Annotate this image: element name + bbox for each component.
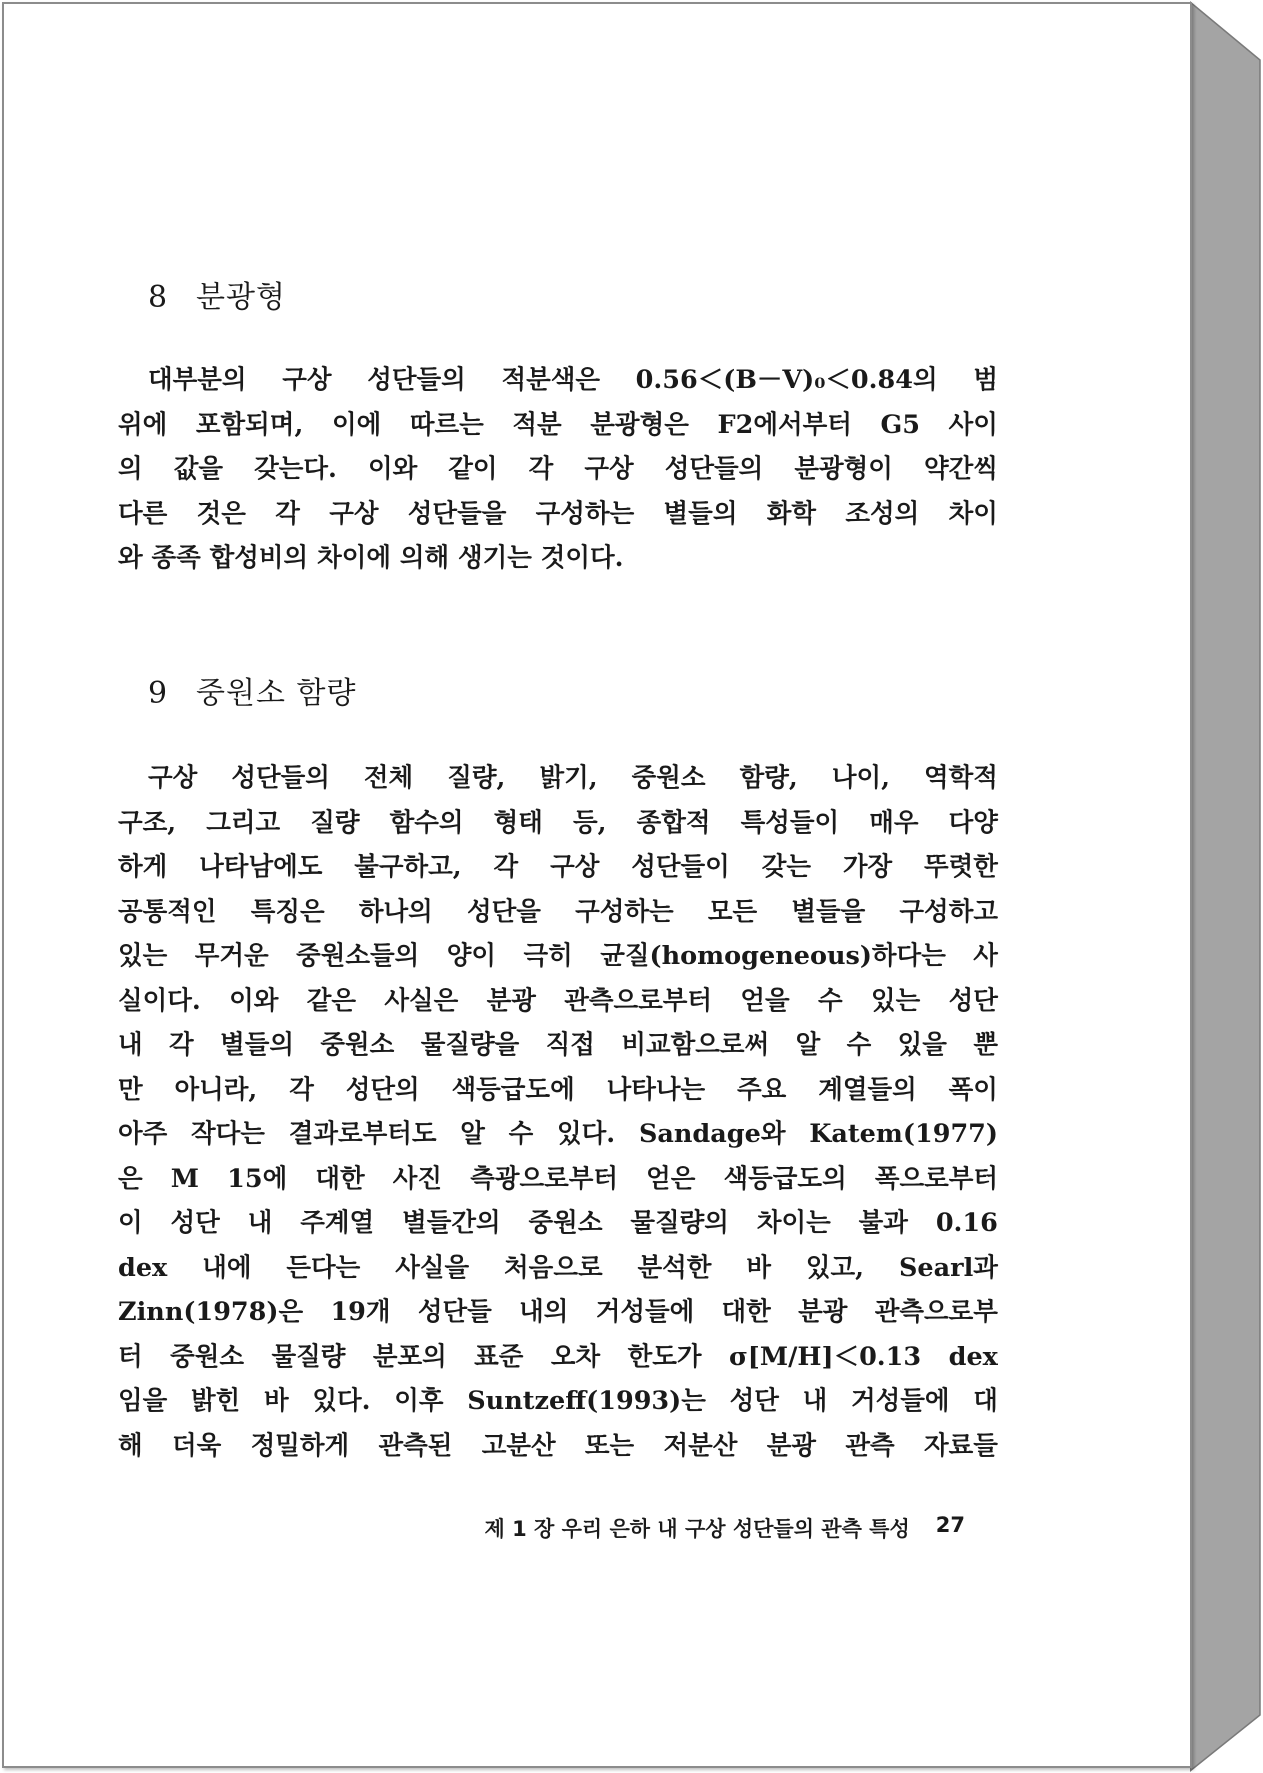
word: 위에 bbox=[118, 409, 168, 440]
word: Zinn(1978)은 bbox=[118, 1297, 304, 1327]
word: M bbox=[170, 1163, 199, 1194]
text-line: 와 종족 합성비의 차이에 의해 생기는 것이다. bbox=[118, 543, 624, 573]
word: 약간씩 bbox=[923, 454, 998, 484]
word: 성단들을 bbox=[407, 498, 507, 529]
word: 차이 bbox=[948, 498, 998, 529]
word: 범 bbox=[973, 365, 998, 395]
word: G5 bbox=[880, 409, 921, 440]
word: 사진 bbox=[392, 1163, 443, 1194]
word: 관측으로부 bbox=[874, 1297, 998, 1327]
word: 수 bbox=[508, 1119, 534, 1149]
word: 이와 bbox=[229, 985, 279, 1016]
text-line bbox=[118, 1201, 998, 1246]
word: 더욱 bbox=[171, 1430, 222, 1461]
word: 각 bbox=[275, 498, 300, 529]
word: 구성하는 bbox=[575, 896, 674, 927]
word: 거성들에 bbox=[595, 1297, 695, 1327]
word: 모든 bbox=[707, 896, 758, 927]
word: 수 bbox=[818, 985, 843, 1016]
word: 불구하고, bbox=[354, 852, 462, 882]
word: 성단들의 bbox=[367, 365, 466, 395]
word: 종합적 bbox=[636, 807, 711, 838]
word: 임을 bbox=[118, 1386, 168, 1416]
word: 각 bbox=[493, 852, 519, 882]
word: 갖는다. bbox=[254, 454, 337, 484]
word: 폭이 bbox=[948, 1074, 998, 1105]
word: 직접 bbox=[545, 1030, 595, 1060]
word: 함량, bbox=[739, 763, 798, 793]
word: 구상 bbox=[584, 454, 634, 484]
word: 19개 bbox=[330, 1297, 391, 1327]
word: 각 bbox=[289, 1074, 314, 1105]
word: 자료들 bbox=[923, 1430, 998, 1461]
section-8-heading bbox=[148, 272, 286, 316]
text-line bbox=[118, 492, 998, 537]
word: 있는 bbox=[118, 941, 168, 971]
word: 내 bbox=[118, 1030, 143, 1060]
word: 대부분의 bbox=[148, 365, 247, 395]
word: 대 bbox=[973, 1386, 998, 1416]
word: 처음으로 bbox=[504, 1252, 603, 1283]
word: 0.16 bbox=[935, 1208, 998, 1238]
word: 사이 bbox=[948, 409, 998, 440]
section-9-paragraph bbox=[118, 756, 998, 1468]
word: 이와 bbox=[367, 454, 418, 484]
word: 있다. bbox=[557, 1119, 616, 1149]
word: 알 bbox=[460, 1119, 485, 1149]
word: 구상 bbox=[148, 763, 198, 793]
word: 별들을 bbox=[791, 896, 866, 927]
word: 포함되며, bbox=[195, 409, 304, 440]
word: 구상 bbox=[282, 365, 332, 395]
text-line bbox=[118, 1068, 998, 1113]
word: 사실을 bbox=[395, 1252, 470, 1283]
word: 분석한 bbox=[637, 1252, 712, 1283]
section-9-number: 9 bbox=[148, 676, 169, 711]
word: 중원소들의 bbox=[296, 941, 420, 971]
word: 있을 bbox=[897, 1030, 947, 1060]
word: 별들간의 bbox=[402, 1208, 501, 1238]
word: 전체 bbox=[363, 763, 414, 793]
text-line bbox=[118, 1112, 998, 1157]
text-line bbox=[118, 934, 998, 979]
word: 폭으로부터 bbox=[874, 1163, 998, 1194]
text-line bbox=[118, 979, 998, 1024]
word: 뚜렷한 bbox=[924, 852, 998, 882]
word: 차이는 bbox=[756, 1208, 831, 1238]
word: 또는 bbox=[584, 1430, 635, 1461]
word: 아니라, bbox=[174, 1074, 258, 1105]
word: 화학 bbox=[766, 498, 817, 529]
word: 성단 bbox=[729, 1386, 779, 1416]
word: Sandage와 bbox=[638, 1119, 786, 1149]
word: Suntzeff(1993)는 bbox=[467, 1386, 706, 1416]
word: 다른 bbox=[118, 498, 168, 529]
word: 0.56＜(B－V)₀＜0.84의 bbox=[635, 365, 938, 395]
word: 측광으로부터 bbox=[470, 1163, 618, 1194]
section-8-number: 8 bbox=[148, 280, 169, 315]
word: 매우 bbox=[869, 807, 919, 838]
word: 표준 bbox=[474, 1341, 524, 1372]
word: 대한 bbox=[315, 1163, 365, 1194]
page-number: 27 bbox=[935, 1513, 965, 1537]
word: 중원소 bbox=[320, 1030, 395, 1060]
text-line bbox=[118, 1424, 998, 1469]
word: 형태 bbox=[493, 807, 543, 838]
word: 중원소 bbox=[528, 1208, 603, 1238]
word: 성단들의 bbox=[664, 454, 764, 484]
word: 저분산 bbox=[663, 1430, 738, 1461]
word: 적분 bbox=[512, 409, 562, 440]
word: 정밀하게 bbox=[250, 1430, 350, 1461]
running-head: 제 1 장 우리 은하 내 구상 성단들의 관측 특성 bbox=[484, 1517, 910, 1541]
text-line bbox=[118, 447, 998, 492]
word: 구상 bbox=[550, 852, 600, 882]
word: 적분색은 bbox=[501, 365, 600, 395]
word: 있고, bbox=[805, 1252, 865, 1283]
section-9-heading bbox=[148, 668, 356, 712]
word: 조성의 bbox=[845, 498, 920, 529]
word: 하게 bbox=[118, 852, 168, 882]
word: 대한 bbox=[721, 1297, 771, 1327]
word: 바 bbox=[746, 1252, 771, 1283]
word: 무거운 bbox=[194, 941, 269, 971]
word: 결과로부터도 bbox=[288, 1119, 437, 1149]
word: 주계열 bbox=[300, 1208, 375, 1238]
text-line bbox=[118, 801, 998, 846]
word: 성단의 bbox=[345, 1074, 420, 1105]
word: 내 bbox=[802, 1386, 828, 1416]
book-edge bbox=[1190, 0, 1262, 1773]
word: 비교함으로써 bbox=[621, 1030, 770, 1060]
word: 성단들의 bbox=[231, 763, 330, 793]
word: 성단 bbox=[948, 985, 998, 1016]
word: 가장 bbox=[842, 852, 893, 882]
word: 같은 bbox=[306, 985, 357, 1016]
text-line bbox=[118, 1290, 998, 1335]
word: 나타남에도 bbox=[199, 852, 323, 882]
word: 분광 bbox=[766, 1430, 817, 1461]
text-line bbox=[118, 1379, 998, 1424]
word: 성단들 bbox=[417, 1297, 492, 1327]
word: 같이 bbox=[448, 454, 498, 484]
word: 관측 bbox=[845, 1430, 895, 1461]
word: Searl과 bbox=[898, 1252, 998, 1283]
word: 내에 bbox=[202, 1252, 252, 1283]
word: 질량 bbox=[310, 807, 360, 838]
word: 얻을 bbox=[740, 985, 790, 1016]
word: dex bbox=[118, 1252, 168, 1283]
word: 밝힌 bbox=[191, 1386, 241, 1416]
word: 분광 bbox=[486, 985, 536, 1016]
text-line bbox=[118, 756, 998, 801]
word: 성단을 bbox=[466, 896, 541, 927]
word: 각 bbox=[169, 1030, 194, 1060]
word: 주요 bbox=[737, 1074, 787, 1105]
text-line bbox=[118, 845, 998, 890]
word: 구조, bbox=[118, 807, 177, 838]
section-8-title: 분광형 bbox=[196, 280, 286, 315]
word: 성단들이 bbox=[631, 852, 730, 882]
word: F2에서부터 bbox=[717, 409, 852, 440]
section-9-title: 중원소 함량 bbox=[196, 676, 357, 711]
word: 15에 bbox=[227, 1163, 288, 1194]
word: 공통적인 bbox=[118, 896, 217, 927]
word: 한도가 bbox=[627, 1341, 702, 1372]
word: 특징은 bbox=[250, 896, 325, 927]
text-line bbox=[118, 358, 998, 403]
text-line bbox=[118, 1335, 998, 1380]
word: 관측으로부터 bbox=[564, 985, 713, 1016]
word: 극히 bbox=[523, 941, 573, 971]
text-line bbox=[118, 1023, 998, 1068]
text-line bbox=[118, 1157, 998, 1202]
word: 특성들이 bbox=[740, 807, 840, 838]
word: 해 bbox=[118, 1430, 143, 1461]
word: 질량, bbox=[447, 763, 506, 793]
word: 든다는 bbox=[286, 1252, 361, 1283]
word: 있다. bbox=[312, 1386, 371, 1416]
word: 밝기, bbox=[539, 763, 598, 793]
word: 작다는 bbox=[191, 1119, 265, 1149]
word: 함수의 bbox=[389, 807, 464, 838]
word: 따르는 bbox=[409, 409, 484, 440]
word: 만 bbox=[118, 1074, 143, 1105]
word: 중원소 bbox=[170, 1341, 244, 1372]
word: 구상 bbox=[329, 498, 379, 529]
word: 분광 bbox=[798, 1297, 848, 1327]
word: 오차 bbox=[550, 1341, 601, 1372]
word: 등, bbox=[573, 807, 607, 838]
word: 계열들의 bbox=[818, 1074, 917, 1105]
word: 색등급도의 bbox=[723, 1163, 847, 1194]
section-8-paragraph bbox=[118, 358, 998, 581]
word: 이 bbox=[118, 1208, 143, 1238]
word: 고분산 bbox=[481, 1430, 556, 1461]
word: 하나의 bbox=[358, 896, 433, 927]
word: 실이다. bbox=[118, 985, 201, 1016]
word: 물질량의 bbox=[630, 1208, 729, 1238]
word: 균질(homogeneous)하다는 bbox=[600, 941, 946, 971]
word: 나이, bbox=[831, 763, 890, 793]
text-line bbox=[118, 403, 998, 448]
word: 분광형은 bbox=[590, 409, 689, 440]
word: σ[M/H]＜0.13 bbox=[729, 1341, 922, 1372]
word: 각 bbox=[528, 454, 554, 484]
word: 중원소 bbox=[631, 763, 706, 793]
word: 사 bbox=[973, 941, 998, 971]
word: 불과 bbox=[858, 1208, 908, 1238]
word: 분광형이 bbox=[794, 454, 893, 484]
word: 이에 bbox=[331, 409, 382, 440]
word: 구성하는 bbox=[535, 498, 635, 529]
word: 은 bbox=[118, 1163, 143, 1194]
word: 이후 bbox=[394, 1386, 444, 1416]
text-line bbox=[118, 1246, 998, 1291]
word: 알 bbox=[795, 1030, 821, 1060]
word: Katem(1977) bbox=[809, 1119, 998, 1149]
word: 아주 bbox=[118, 1119, 168, 1149]
word: dex bbox=[948, 1341, 998, 1372]
word: 값을 bbox=[173, 454, 223, 484]
word: 별들의 bbox=[663, 498, 738, 529]
word: 양이 bbox=[446, 941, 497, 971]
word: 별들의 bbox=[220, 1030, 294, 1060]
word: 내의 bbox=[519, 1297, 569, 1327]
word: 색등급도에 bbox=[451, 1074, 575, 1105]
page-footer bbox=[255, 1513, 965, 1543]
word: 사실은 bbox=[384, 985, 459, 1016]
word: 거성들에 bbox=[850, 1386, 950, 1416]
word: 뿐 bbox=[973, 1030, 998, 1060]
word: 물질량 bbox=[271, 1341, 346, 1372]
word: 내 bbox=[247, 1208, 273, 1238]
word: 있는 bbox=[871, 985, 921, 1016]
word: 그리고 bbox=[206, 807, 281, 838]
word: 얻은 bbox=[646, 1163, 696, 1194]
word: 갖는 bbox=[761, 852, 811, 882]
word: 의 bbox=[118, 454, 143, 484]
word: 성단 bbox=[170, 1208, 220, 1238]
text-line bbox=[118, 890, 998, 935]
word: 터 bbox=[118, 1341, 143, 1372]
word: 물질량을 bbox=[420, 1030, 520, 1060]
word: 역학적 bbox=[924, 763, 998, 793]
word: 분포의 bbox=[372, 1341, 447, 1372]
word: 다양 bbox=[948, 807, 998, 838]
word: 구성하고 bbox=[899, 896, 998, 927]
word: 것은 bbox=[196, 498, 246, 529]
word: 수 bbox=[846, 1030, 872, 1060]
word: 나타나는 bbox=[606, 1074, 706, 1105]
word: 관측된 bbox=[378, 1430, 453, 1461]
word: 바 bbox=[264, 1386, 289, 1416]
